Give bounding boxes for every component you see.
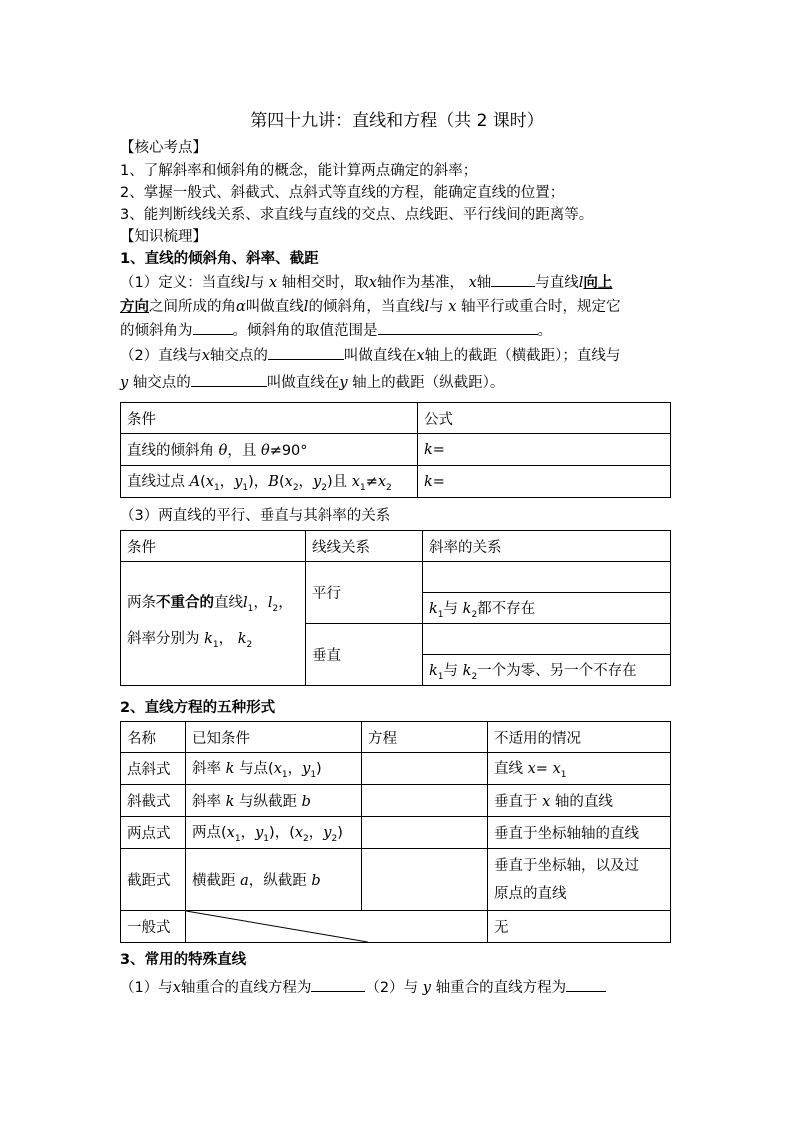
var-x: x: [448, 299, 457, 315]
var-x: x: [268, 275, 278, 291]
subscript: 1: [310, 769, 317, 780]
var-x: x: [377, 474, 387, 491]
slope-formula-table: [120, 402, 671, 498]
var-l: l: [245, 275, 250, 291]
definition-line-3: [120, 319, 552, 340]
var-y: y: [120, 375, 129, 391]
slope-relation-cell: [423, 655, 671, 686]
subscript: 2: [471, 609, 478, 620]
definition-line-1: [120, 271, 612, 292]
subscript: 1: [247, 603, 254, 614]
equation-answer-cell[interactable]: [362, 849, 488, 911]
form-condition: [186, 785, 362, 817]
relation-parallel: 平行: [306, 562, 423, 624]
var-k: k: [225, 794, 235, 810]
blank-field[interactable]: [566, 977, 606, 992]
blank-field[interactable]: [268, 345, 344, 360]
subscript: 2: [246, 639, 253, 650]
text: 。: [537, 323, 552, 339]
subscript: 1: [560, 769, 567, 780]
text: 与: [249, 275, 265, 291]
section3-heading: 3、常用的特殊直线: [120, 952, 247, 968]
var-y: y: [422, 980, 431, 996]
diagonal-line: [186, 911, 487, 942]
blank-field[interactable]: [491, 272, 535, 287]
equation-answer-cell[interactable]: [362, 785, 488, 817]
text: 与直线: [535, 275, 579, 291]
text: 原点的直线: [494, 885, 567, 902]
text: 轴: [476, 275, 492, 291]
equation-answer-cell[interactable]: [362, 817, 488, 849]
core-item-3: 3、能判断线线关系、求直线与直线的交点、点线距、平行线间的距离等。: [120, 207, 594, 223]
text: （2）直线与: [120, 348, 202, 364]
text: 轴重合的直线方程为: [180, 980, 312, 996]
text: 与: [443, 600, 459, 617]
var-y: y: [339, 375, 348, 391]
var-theta: θ: [218, 443, 228, 459]
subscript: 1: [242, 482, 249, 493]
blank-field[interactable]: [311, 977, 365, 992]
text: 斜率: [192, 761, 221, 778]
text: ≠90°: [269, 443, 308, 459]
var-l: l: [424, 299, 430, 315]
emphasis-text: 向上: [583, 275, 613, 291]
condition-cell: 两条不重合的直线$l_1$，$l_2$， 斜率分别为 $k_1$， $k_2$: [121, 562, 306, 686]
var-k: k: [429, 600, 438, 617]
var-b: b: [301, 794, 311, 810]
subscript: 2: [292, 482, 299, 493]
var-x: x: [416, 348, 425, 364]
var-a: a: [240, 873, 249, 889]
var-x: x: [351, 474, 360, 491]
var-y: y: [234, 474, 243, 491]
text: 直线过点: [127, 474, 185, 491]
var-y: y: [255, 825, 264, 842]
header-cell: 名称: [121, 722, 186, 753]
slope-relation-cell: [423, 593, 671, 624]
header-cell: 已知条件: [186, 722, 362, 753]
text: 叫做直线: [245, 299, 304, 315]
condition-cell: [121, 434, 418, 466]
var-theta: θ: [260, 443, 270, 459]
text: 轴交点的: [132, 375, 191, 391]
text: 垂直于: [494, 794, 538, 810]
text: 斜率分别为: [127, 630, 200, 647]
var-k: k: [225, 761, 235, 778]
text: ，且: [227, 443, 257, 459]
text: 与: [443, 662, 459, 679]
blank-field[interactable]: [378, 320, 538, 335]
text: 轴交点的: [209, 348, 268, 364]
form-condition: 斜率 k 与点($x_1$，$y_1$): [186, 753, 362, 785]
header-cell: 不适用的情况: [488, 722, 671, 753]
condition-cell: 直线过点 $A(x_1$，$y_1$)，$B(x_2$，$y_2$)且 $x_1\ne x_2$: [121, 466, 418, 498]
form-exception: [488, 785, 671, 817]
var-x: x: [542, 794, 551, 810]
text: 轴上的截距（纵截距）。: [352, 375, 505, 391]
text: 直线: [494, 761, 523, 778]
var-x: x: [273, 761, 282, 778]
formula-cell[interactable]: [418, 466, 671, 498]
var-k: k: [462, 662, 472, 679]
text: （1）与: [120, 980, 173, 996]
var-l: l: [267, 594, 273, 611]
subscript: 2: [321, 482, 327, 493]
subscript: 1: [234, 833, 241, 844]
form-name: 截距式: [121, 849, 186, 911]
form-exception: [488, 849, 671, 911]
text: 轴相交时，取: [281, 275, 369, 291]
form-condition: 两点($x_1$，$y_1$)，($x_2$，$y_2$): [186, 817, 362, 849]
var-k: k: [429, 662, 438, 679]
subscript: 2: [386, 482, 392, 493]
form-name: 斜截式: [121, 785, 186, 817]
var-x: x: [468, 275, 477, 291]
section2-heading: 2、直线方程的五种形式: [120, 700, 276, 716]
emphasis-text: 方向: [120, 299, 149, 315]
var-k: k: [204, 630, 213, 647]
text: 与纵截距: [239, 794, 298, 810]
var-alpha: α: [236, 299, 246, 315]
header-cell: 线线关系: [306, 531, 423, 562]
answer-cell[interactable]: [423, 624, 671, 655]
special-lines-line: [120, 976, 606, 997]
formula-k: k=: [424, 473, 445, 490]
var-x: x: [368, 275, 377, 291]
form-condition: [186, 849, 362, 911]
header-cell: 条件: [121, 403, 418, 434]
line-relation-table: [120, 530, 671, 686]
text: 都不存在: [477, 600, 536, 617]
var-y: y: [302, 761, 311, 778]
header-cell: 条件: [121, 531, 306, 562]
answer-cell[interactable]: [423, 562, 671, 593]
var-x: x: [205, 474, 214, 491]
form-name: 一般式: [121, 911, 186, 943]
form-name: 两点式: [121, 817, 186, 849]
var-l: l: [303, 299, 309, 315]
header-cell: 斜率的关系: [423, 531, 671, 562]
core-item-2: 2、掌握一般式、斜截式、点斜式等直线的方程，能确定直线的位置；: [120, 185, 565, 201]
subscript: 1: [212, 639, 219, 650]
var-l: l: [578, 275, 584, 291]
blank-field[interactable]: [193, 320, 233, 335]
subscript: 1: [213, 482, 220, 493]
equation-answer-cell[interactable]: [362, 753, 488, 785]
var-y: y: [323, 825, 332, 842]
var-k: k: [462, 600, 472, 617]
text: 一个为零、另一个不存在: [477, 662, 637, 679]
text: （1）定义：当直线: [120, 275, 246, 291]
text: 轴作为基准，: [376, 275, 464, 291]
var-y: y: [313, 474, 322, 491]
review-heading: 【知识梳理】: [120, 229, 207, 245]
text: 且: [332, 474, 348, 491]
text: 斜率: [192, 794, 221, 810]
relation-heading: （3）两直线的平行、垂直与其斜率的关系: [120, 508, 391, 524]
text: （2）与: [365, 980, 419, 996]
text: 叫做直线在: [266, 375, 340, 391]
definition-line-2: [120, 295, 620, 316]
var-l: l: [243, 594, 248, 611]
text: 两条: [127, 594, 156, 611]
intercept-line-2: [120, 371, 504, 392]
point-b: B: [268, 474, 279, 491]
text: 的倾斜角为: [120, 323, 193, 339]
text: 直线的倾斜角: [127, 443, 214, 459]
var-x: x: [284, 474, 293, 491]
subscript: 2: [303, 833, 309, 844]
intercept-line-1: [120, 344, 620, 365]
text: 与: [429, 299, 444, 315]
blank-field[interactable]: [191, 372, 267, 387]
line-equation-forms-table: [120, 721, 671, 943]
subscript: 2: [331, 833, 338, 844]
subscript: 2: [272, 603, 279, 614]
var-x: x: [552, 761, 561, 778]
form-exception: 垂直于坐标轴轴的直线: [488, 817, 671, 849]
text: 横截距: [192, 873, 236, 889]
merged-cell-with-diagonal: [186, 911, 488, 943]
header-cell: 方程: [362, 722, 488, 753]
header-cell: 公式: [418, 403, 671, 434]
subscript: 1: [263, 833, 270, 844]
page-title: 第四十九讲：直线和方程（共 2 课时）: [250, 111, 544, 131]
text: 轴平行或重合时，规定它: [460, 299, 621, 315]
subscript: 1: [437, 671, 444, 682]
var-x: x: [294, 825, 304, 842]
text: 轴上的截距（横截距）；直线与: [424, 348, 621, 364]
text: ，纵截距: [248, 873, 307, 889]
text: ≠: [365, 474, 378, 491]
point-a: A: [189, 474, 201, 491]
var-x: x: [201, 348, 210, 364]
text: 两点: [192, 825, 221, 842]
form-exception: 直线 $x= x_1$: [488, 753, 671, 785]
var-x: x: [527, 761, 536, 778]
var-x: x: [172, 980, 181, 996]
text: 轴的直线: [554, 794, 613, 810]
subscript: 1: [437, 609, 444, 620]
emphasis-text: 不重合的: [156, 594, 214, 611]
subscript: 1: [281, 769, 288, 780]
relation-perpendicular: 垂直: [306, 624, 423, 686]
subscript: 2: [471, 671, 478, 682]
form-name: 点斜式: [121, 753, 186, 785]
text: 叫做直线在: [343, 348, 417, 364]
form-exception: 无: [488, 911, 671, 943]
text: 与点: [239, 761, 269, 778]
core-item-1: 1、了解斜率和倾斜角的概念，能计算两点确定的斜率；: [120, 163, 478, 179]
text: 的倾斜角，当直线: [308, 299, 425, 315]
formula-k: k=: [424, 441, 445, 458]
text: 直线: [214, 594, 243, 611]
text: 之间所成的角: [149, 299, 236, 315]
text: 垂直于坐标轴，以及过: [494, 857, 639, 874]
formula-cell[interactable]: [418, 434, 671, 466]
core-heading: 【核心考点】: [120, 140, 207, 156]
section1-heading: 1、直线的倾斜角、斜率、截距: [120, 251, 319, 267]
text: 。倾斜角的取值范围是: [232, 323, 378, 339]
subscript: 1: [359, 482, 366, 493]
var-b: b: [311, 873, 321, 889]
text: 轴重合的直线方程为: [435, 980, 567, 996]
var-x: x: [226, 825, 235, 842]
var-k: k: [237, 630, 247, 647]
